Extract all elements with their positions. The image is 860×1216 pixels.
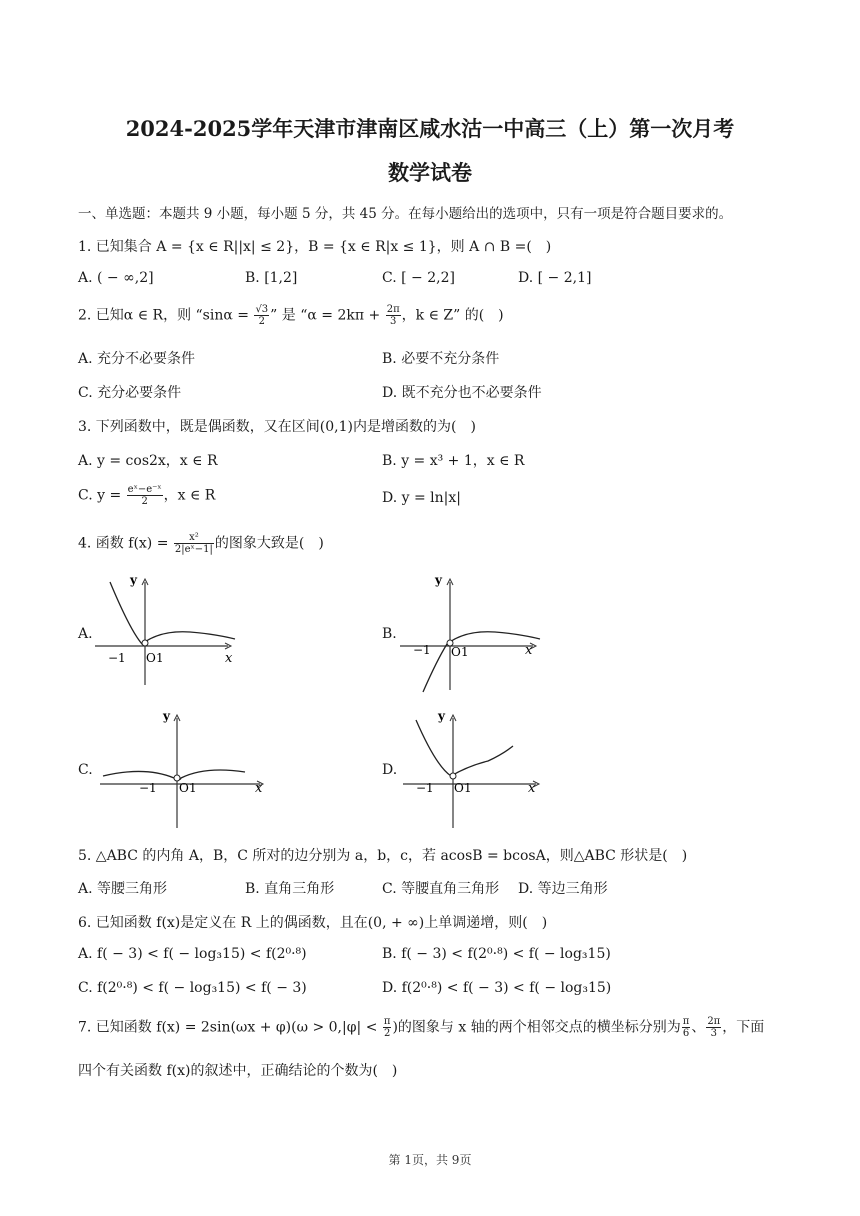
q1-option-c: C. [ − 2,2]: [382, 270, 455, 286]
q4a-origin: O: [146, 651, 156, 665]
q2-stem-mid: ” 是 “α = 2kπ +: [270, 307, 385, 324]
section-heading: 一、单选题：本题共 9 小题，每小题 5 分，共 45 分。在每小题给出的选项中，只有一项是符合题目要求的。: [78, 206, 733, 222]
q4d-origin: O: [454, 781, 464, 795]
q2-stem: [78, 304, 504, 327]
q7-f1-num: π: [383, 1016, 391, 1027]
q4c-origin: O: [179, 781, 189, 795]
q4b-x-label: x: [525, 643, 533, 658]
q4a-y-label: y: [130, 573, 137, 587]
q7-stem-mid: )的图象与 x 轴的两个相邻交点的横坐标分别为: [392, 1019, 681, 1036]
q3-c-num: eˣ−e⁻ˣ: [127, 484, 162, 495]
q5-option-b: B. 直角三角形: [245, 881, 335, 897]
q4c-one: 1: [189, 781, 197, 795]
q2-stem-post: ，k ∈ Z” 的( ): [401, 307, 504, 324]
q7-stem-pre: 7. 已知函数 f(x) = 2sin(ωx + φ)(ω > 0,|φ| <: [78, 1019, 382, 1036]
q7-fraction-1: [383, 1016, 392, 1039]
q4-stem: [78, 532, 324, 555]
q2-fraction-2: [386, 304, 401, 327]
q6-option-d: D. f(2⁰·⁸) < f( − 3) < f( − log₃15): [382, 980, 612, 996]
q2-f1-den: 2: [258, 316, 265, 327]
q4-f-num: x²: [174, 532, 214, 544]
q4a-one: 1: [156, 651, 164, 665]
q4-fraction: [174, 532, 214, 555]
q6-option-a: A. f( − 3) < f( − log₃15) < f(2⁰·⁸): [78, 946, 307, 962]
q4b-origin: O: [451, 645, 461, 659]
q5-option-c: C. 等腰直角三角形: [382, 881, 500, 897]
q3-option-b: B. y = x³ + 1，x ∈ R: [382, 453, 525, 469]
exam-subtitle: 数学试卷: [388, 160, 472, 185]
q3-option-c-fraction: [127, 484, 163, 507]
q7-fraction-3: [706, 1016, 721, 1039]
q2-fraction-1: [254, 304, 269, 327]
q6-stem: 6. 已知函数 f(x)是定义在 R 上的偶函数，且在(0, + ∞)上单调递增，则( ): [78, 915, 548, 931]
q4d-x-label: x: [528, 781, 536, 796]
q3-option-c-post: ，x ∈ R: [163, 487, 216, 504]
q3-option-a: A. y = cos2x，x ∈ R: [78, 453, 218, 469]
q5-option-d: D. 等边三角形: [518, 881, 608, 897]
q7-stem-sep: 、: [691, 1019, 706, 1036]
q4b-y-label: y: [435, 573, 442, 587]
q4-stem-pre: 4. 函数 f(x) =: [78, 535, 173, 552]
exam-title: 2024-2025学年天津市津南区咸水沽一中高三（上）第一次月考: [125, 116, 735, 141]
q4-graph-c: [95, 706, 275, 835]
q1-option-a: A. ( − ∞,2]: [78, 270, 154, 286]
q4c-x-label: x: [255, 781, 263, 796]
q4c-neg-one: −1: [139, 781, 157, 795]
q2-option-a: A. 充分不必要条件: [78, 351, 196, 367]
q1-stem: 1. 已知集合 A = {x ∈ R||x| ≤ 2}，B = {x ∈ R|x ≤ 1}，则 A ∩ B =( ): [78, 239, 552, 255]
q4-option-a-label: A.: [78, 626, 93, 642]
q3-stem: 3. 下列函数中，既是偶函数，又在区间(0,1)内是增函数的为( ): [78, 419, 476, 435]
q5-stem: 5. △ABC 的内角 A，B，C 所对的边分别为 a，b，c，若 acosB = bcosA，则△ABC 形状是( ): [78, 848, 688, 864]
q4c-y-label: y: [163, 709, 170, 723]
q3-option-c-pre: C. y =: [78, 487, 126, 504]
q2-f2-num: 2π: [386, 304, 400, 315]
q3-option-d: D. y = ln|x|: [382, 490, 461, 506]
q4a-x-label: x: [225, 651, 233, 666]
page-footer: 第 1页，共 9页: [388, 1153, 472, 1167]
q4-graph-d: [398, 706, 558, 835]
q4-graph-a: [90, 570, 250, 694]
q4-stem-post: 的图象大致是( ): [214, 535, 324, 552]
q4-option-c-label: C.: [78, 762, 93, 778]
q2-stem-pre: 2. 已知α ∈ R，则 “sinα =: [78, 307, 254, 324]
q2-option-d: D. 既不充分也不必要条件: [382, 385, 542, 401]
q4a-neg-one: −1: [108, 651, 126, 665]
q7-f2-den: 6: [682, 1028, 690, 1039]
q2-option-c: C. 充分必要条件: [78, 385, 182, 401]
q7-stem-line2: 四个有关函数 f(x)的叙述中，正确结论的个数为( ): [78, 1063, 398, 1079]
q4-f-den: 2|eˣ−1|: [174, 544, 213, 555]
q4d-y-label: y: [438, 709, 445, 723]
q7-stem: [78, 1016, 764, 1039]
q2-f2-den: 3: [389, 316, 397, 327]
q7-f1-den: 2: [383, 1028, 391, 1039]
q5-option-a: A. 等腰三角形: [78, 881, 168, 897]
q7-f3-num: 2π: [707, 1016, 721, 1027]
q4-option-b-label: B.: [382, 626, 397, 642]
q6-option-c: C. f(2⁰·⁸) < f( − log₃15) < f( − 3): [78, 980, 307, 996]
q4d-one: 1: [464, 781, 472, 795]
q7-stem-post: ，下面: [722, 1019, 765, 1036]
q4b-neg-one: −1: [413, 643, 431, 657]
q4-graph-b: [395, 570, 555, 699]
q1-option-b: B. [1,2]: [245, 270, 298, 286]
q1-option-d: D. [ − 2,1]: [518, 270, 592, 286]
q4-option-d-label: D.: [382, 762, 398, 778]
q7-f2-num: π: [682, 1016, 690, 1027]
q2-option-b: B. 必要不充分条件: [382, 351, 500, 367]
q2-f1-num: √3: [255, 304, 269, 315]
q7-fraction-2: [682, 1016, 691, 1039]
q4d-neg-one: −1: [416, 781, 434, 795]
q3-c-den: 2: [141, 496, 148, 507]
q7-f3-den: 3: [710, 1028, 717, 1039]
q6-option-b: B. f( − 3) < f(2⁰·⁸) < f( − log₃15): [382, 946, 611, 962]
q3-option-c: [78, 484, 215, 507]
q4b-one: 1: [461, 645, 469, 659]
